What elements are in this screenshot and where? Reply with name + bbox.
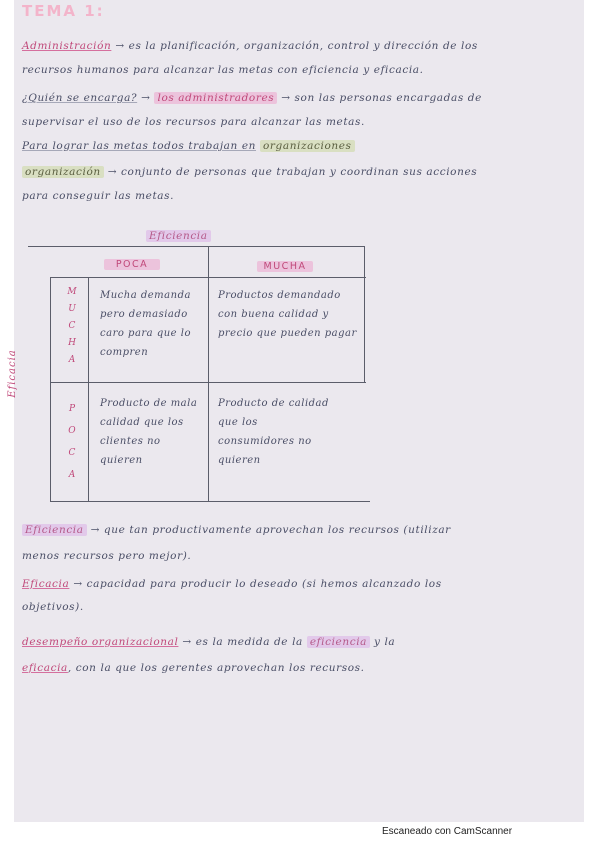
letter: P — [68, 404, 76, 414]
scanner-watermark: Escaneado con CamScanner — [382, 826, 513, 837]
table-title: Eficiencia — [146, 230, 211, 242]
term-organizaciones: organizaciones — [260, 140, 355, 152]
org-line-2 — [22, 166, 477, 178]
table-rule-right — [364, 246, 365, 382]
def-eficacia-line-1 — [22, 578, 442, 590]
side-label-eficacia: Eficacia — [6, 349, 18, 398]
term-eficacia-2: eficacia — [22, 662, 68, 674]
term-eficiencia: Eficiencia — [22, 524, 87, 536]
term-desempeno: desempeño organizacional — [22, 636, 179, 648]
letter: A — [68, 355, 76, 365]
letter: U — [68, 304, 76, 314]
letter: C — [68, 448, 76, 458]
def-eficiencia-line-2: menos recursos pero mejor). — [22, 550, 192, 562]
who-line-2: supervisar el uso de los recursos para alcanzar las metas. — [22, 116, 365, 128]
intro-line-2: recursos humanos para alcanzar las metas con eficiencia y eficacia. — [22, 64, 424, 76]
who-line-1 — [22, 92, 482, 104]
letter: A — [68, 470, 76, 480]
term-eficacia: Eficacia — [22, 578, 70, 590]
table-rule-letters — [88, 277, 89, 501]
def-eficacia-text: → capacidad para producir lo deseado (si hemos alcanzado los — [73, 578, 442, 590]
intro-line-1-text: → es la planificación, organización, control y dirección de los — [115, 40, 478, 52]
col-header-mucha: MUCHA — [257, 261, 313, 272]
org-line-1-text: Para lograr las metas todos trabajan en — [22, 140, 257, 152]
table-rule-top — [28, 246, 364, 247]
def-desempeno-line-1 — [22, 636, 395, 648]
org-line-1 — [22, 140, 355, 152]
who-arrow: → — [141, 92, 151, 104]
intro-line-1 — [22, 40, 478, 52]
term-eficiencia-highlight: eficiencia — [307, 636, 370, 648]
letter: M — [67, 287, 77, 297]
org-line-2-text: → conjunto de personas que trabajan y coordinan sus acciones — [107, 166, 478, 178]
cell-mucha-eficacia-poca-eficiencia: Mucha demanda pero demasiado caro para que lo compren — [100, 290, 191, 358]
cell-mucha-eficacia-mucha-eficiencia: Productos demandado con buena calidad y precio que pueden pagar — [218, 290, 357, 339]
def-eficiencia-text: → que tan productivamente aprovechan los recursos (utilizar — [90, 524, 451, 536]
def-eficacia-line-2: objetivos). — [22, 601, 84, 613]
who-rest: → son las personas encargadas de — [281, 92, 482, 104]
col-header-poca: POCA — [104, 259, 160, 270]
table-rule-bottom — [50, 501, 370, 502]
cell-poca-eficacia-poca-eficiencia: Producto de mala calidad que los clientes no quieren — [100, 398, 198, 466]
table-rule-left — [50, 277, 51, 501]
term-organizacion: organización — [22, 166, 104, 178]
letter: H — [68, 338, 76, 348]
letter: C — [68, 321, 76, 331]
def-desempeno-line-2 — [22, 662, 365, 674]
table-rule-col-divider — [208, 246, 209, 501]
def-eficiencia-line-1 — [22, 524, 451, 536]
def-desempeno-text-3: , con la que los gerentes aprovechan los recursos. — [67, 662, 365, 674]
row-letters-poca — [64, 398, 80, 486]
def-desempeno-text-1: → es la medida de la — [182, 636, 303, 648]
term-administradores: los administradores — [154, 92, 277, 104]
term-administracion: Administración — [22, 40, 112, 52]
org-line-3: para conseguir las metas. — [22, 190, 175, 202]
def-desempeno-text-2: y la — [373, 636, 396, 648]
page-title: TEMA 1: — [22, 2, 105, 20]
row-letters-mucha — [64, 284, 80, 369]
cell-poca-eficacia-mucha-eficiencia: Producto de calidad que los consumidores no quieren — [218, 398, 329, 466]
letter: O — [68, 426, 76, 436]
who-question: ¿Quién se encarga? — [22, 92, 138, 104]
